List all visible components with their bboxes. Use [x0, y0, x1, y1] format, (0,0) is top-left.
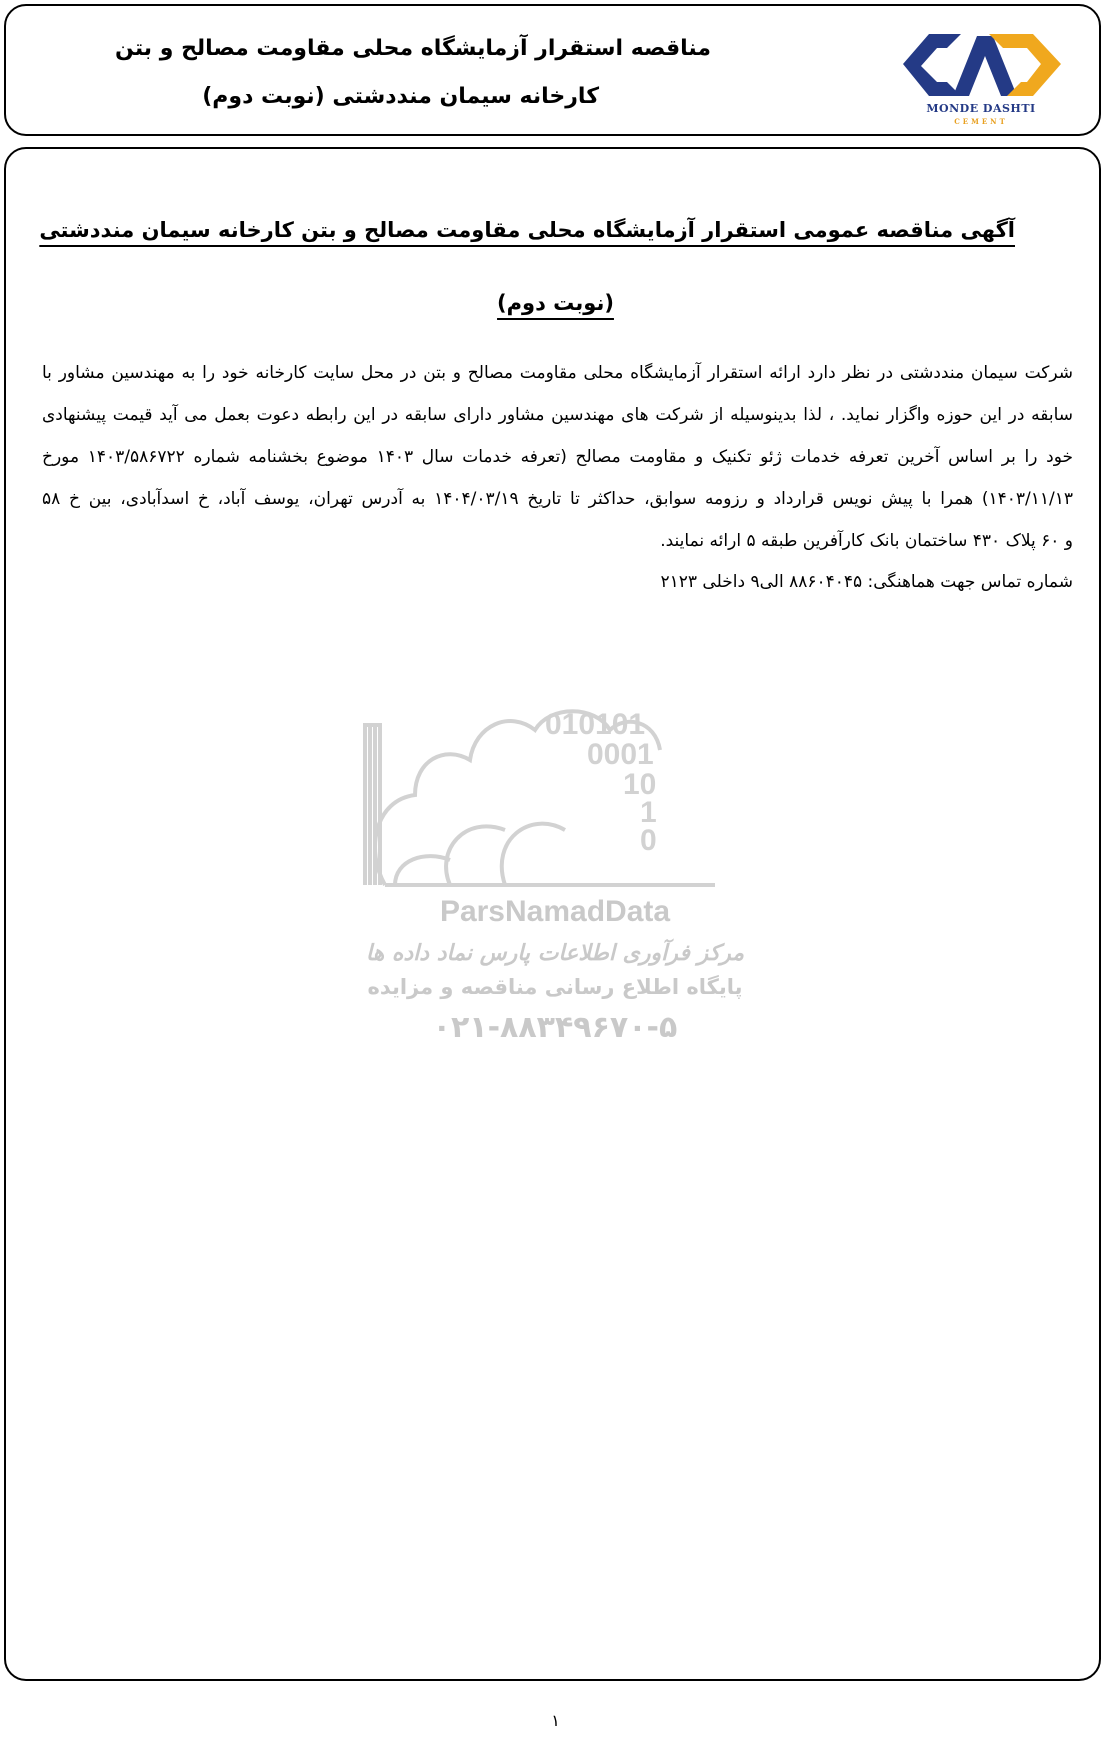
watermark-digits: 1	[640, 796, 657, 829]
logo-mark-icon	[893, 26, 1069, 104]
header-title-line2: کارخانه سیمان منددشتی (نوبت دوم)	[202, 84, 599, 109]
notice-paragraph-line: خود را بر اساس آخرین تعرفه خدمات ژئو تکنیک و مقاومت مصالح (تعرفه خدمات سال ۱۴۰۳ موضوع بخشنامه شماره ۱۴۰۳/۵۸۶۷۲۲ مورخ	[42, 447, 1073, 467]
notice-paragraph-line: ۱۴۰۳/۱۱/۱۳) همرا با پیش نویس قرارداد و رزومه سوابق، حداکثر تا تاریخ ۱۴۰۴/۰۳/۱۹ به آدرس تهران، یوسف آباد، خ اسدآبادی، بین خ ۵۸	[42, 489, 1073, 509]
header-title-line1: مناقصه استقرار آزمایشگاه محلی مقاومت مصالح و بتن	[115, 36, 711, 61]
notice-paragraph-line: و ۶۰ پلاک ۴۳۰ ساختمان بانک کارآفرین طبقه ۵ ارائه نمایند.	[660, 531, 1073, 551]
logo-brand-text: MONDE DASHTI	[926, 102, 1036, 115]
page-number: ۱	[551, 1711, 560, 1730]
logo-sub-text: CEMENT	[954, 117, 1008, 126]
watermark-emblem-icon	[355, 700, 755, 890]
watermark-phone: ۰۲۱-۸۸۳۴۹۶۷۰-۵	[432, 1010, 678, 1045]
watermark-digits: 0	[640, 824, 657, 857]
notice-paragraph-line: شرکت سیمان منددشتی در نظر دارد ارائه استقرار آزمایشگاه محلی مقاومت مصالح و بتن در محل سایت کارخانه خود را به مهندسین مشاور با	[42, 363, 1073, 383]
watermark	[355, 700, 755, 1060]
notice-contact-line: شماره تماس جهت هماهنگی: ۸۸۶۰۴۰۴۵ الی۹ داخلی ۲۱۲۳	[660, 572, 1073, 592]
notice-paragraph-line: سابقه در این حوزه واگزار نماید. ، لذا بدینوسیله از شرکت های مهندسین مشاور دارای سابقه در این رابطه دعوت بعمل می آید قیمت پیشنهادی	[42, 405, 1073, 425]
notice-round: (نوبت دوم)	[497, 291, 614, 315]
watermark-digits: 010101	[545, 708, 646, 741]
notice-title: آگهی مناقصه عمومی استقرار آزمایشگاه محلی مقاومت مصالح و بتن کارخانه سیمان منددشتی	[39, 218, 1015, 242]
watermark-brand: ParsNamadData	[439, 895, 671, 928]
watermark-fa-line2: پایگاه اطلاع رسانی مناقصه و مزایده	[367, 975, 743, 999]
watermark-digits: 10	[623, 768, 657, 801]
watermark-fa-line1: مرکز فرآوری اطلاعات پارس نماد داده ها	[365, 940, 745, 966]
company-logo	[893, 26, 1069, 130]
watermark-digits: 0001	[587, 738, 654, 771]
